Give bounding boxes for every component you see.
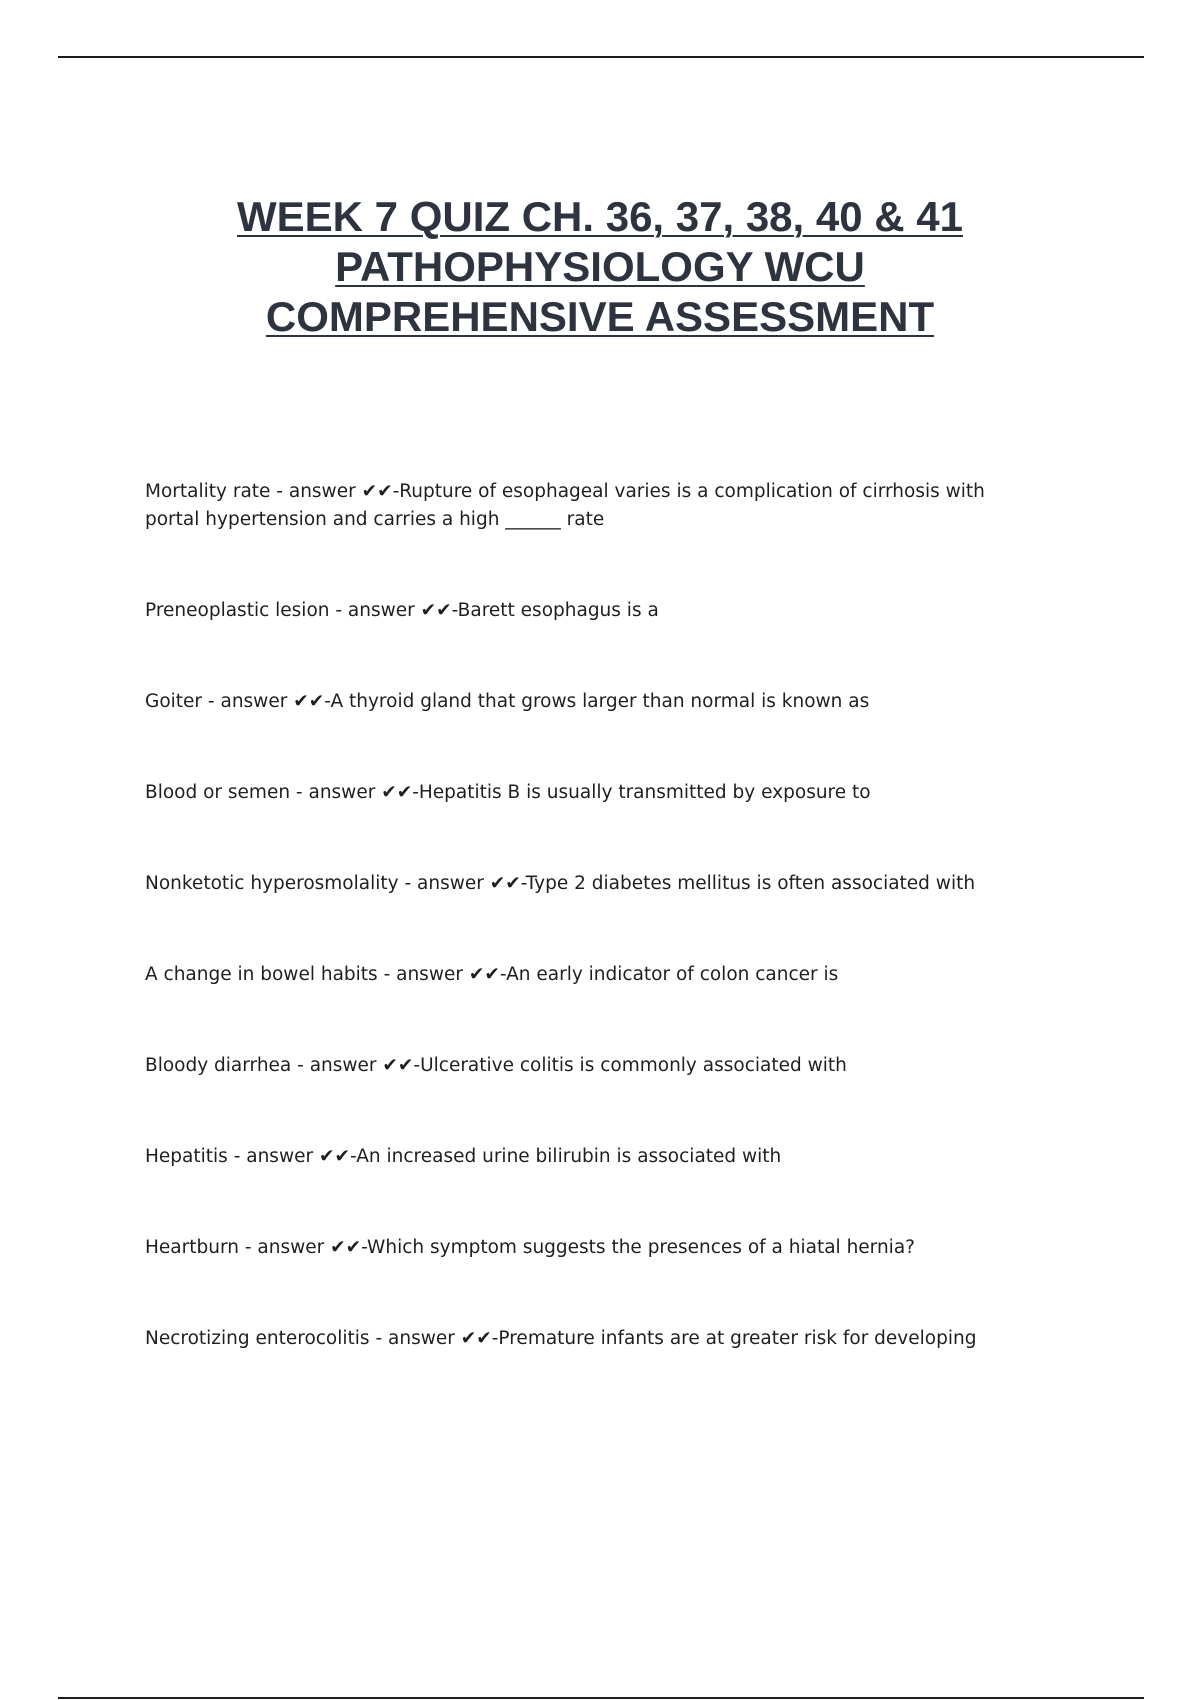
qa-item [145, 688, 1045, 716]
qa-item [145, 779, 1045, 807]
title-line-2: PATHOPHYSIOLOGY WCU [335, 243, 865, 290]
qa-separator: - answer [398, 873, 490, 894]
qa-question: Rupture of esophageal varies is a complication of cirrhosis with portal hypertension and carries a high ______ rate [145, 481, 985, 530]
qa-item [145, 1325, 1045, 1353]
qa-question: Which symptom suggests the presences of a hiatal hernia? [367, 1237, 915, 1258]
checkmark-icon: ✔✔- [318, 1146, 357, 1167]
qa-separator: - answer [377, 964, 469, 985]
checkmark-icon: ✔✔- [489, 873, 526, 894]
qa-separator: - answer [202, 691, 294, 712]
qa-separator: - answer [329, 600, 421, 621]
qa-answer: Bloody diarrhea [145, 1055, 292, 1076]
qa-question: Barett esophagus is a [457, 600, 659, 621]
checkmark-icon: ✔✔- [361, 481, 400, 502]
qa-separator: - answer [291, 1055, 383, 1076]
checkmark-icon: ✔✔- [381, 782, 419, 803]
qa-answer: Blood or semen [145, 782, 291, 803]
qa-answer: Goiter [145, 691, 203, 712]
question-answer-list [145, 478, 1045, 1416]
qa-answer: Hepatitis [145, 1146, 228, 1167]
document-title [150, 192, 1050, 342]
qa-separator: - answer [270, 481, 362, 502]
qa-question: Ulcerative colitis is commonly associated with [420, 1055, 847, 1076]
qa-item [145, 1143, 1045, 1171]
qa-question: Premature infants are at greater risk for developing [498, 1328, 977, 1349]
qa-item [145, 597, 1045, 625]
checkmark-icon: ✔✔- [330, 1237, 368, 1258]
qa-item [145, 961, 1045, 989]
qa-question: Hepatitis B is usually transmitted by exposure to [418, 782, 871, 803]
qa-answer: Preneoplastic lesion [145, 600, 330, 621]
checkmark-icon: ✔✔- [420, 600, 458, 621]
qa-item [145, 1234, 1045, 1262]
checkmark-icon: ✔✔- [382, 1055, 421, 1076]
qa-answer: Heartburn [145, 1237, 239, 1258]
qa-answer: Necrotizing enterocolitis [145, 1328, 370, 1349]
qa-separator: - answer [227, 1146, 319, 1167]
qa-separator: - answer [238, 1237, 331, 1258]
bottom-horizontal-rule [58, 1697, 1144, 1699]
qa-answer: Mortality rate [145, 481, 271, 502]
qa-question: An increased urine bilirubin is associated with [356, 1146, 782, 1167]
qa-answer: Nonketotic hyperosmolality [145, 873, 399, 894]
qa-question: An early indicator of colon cancer is [506, 964, 839, 985]
qa-question: Type 2 diabetes mellitus is often associated with [525, 873, 976, 894]
qa-question: A thyroid gland that grows larger than normal is known as [330, 691, 870, 712]
top-horizontal-rule [58, 56, 1144, 58]
qa-item [145, 870, 1045, 898]
qa-item [145, 478, 1045, 534]
checkmark-icon: ✔✔- [468, 964, 507, 985]
title-line-1: WEEK 7 QUIZ CH. 36, 37, 38, 40 & 41 [237, 193, 963, 240]
qa-item [145, 1052, 1045, 1080]
qa-separator: - answer [290, 782, 382, 803]
title-line-3: COMPREHENSIVE ASSESSMENT [265, 293, 935, 340]
qa-answer: A change in bowel habits [145, 964, 378, 985]
checkmark-icon: ✔✔- [460, 1328, 499, 1349]
qa-separator: - answer [369, 1328, 461, 1349]
checkmark-icon: ✔✔- [293, 691, 331, 712]
